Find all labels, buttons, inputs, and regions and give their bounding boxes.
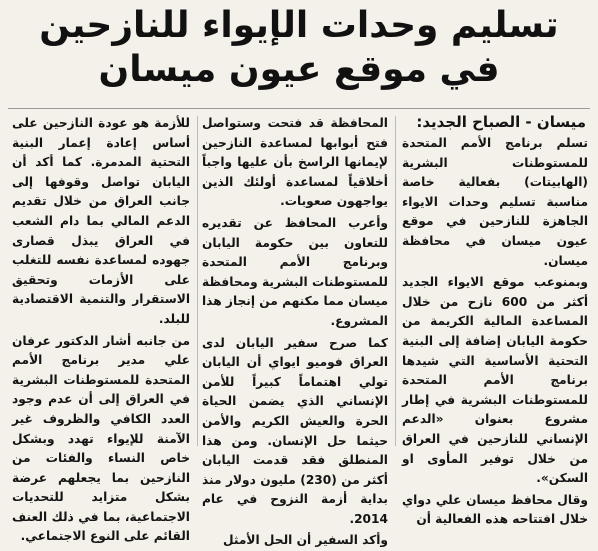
paragraph: وأعرب المحافظ عن تقديره للتعاون بين حكومة اليابان وبرنامج الأمم المتحدة للمستوطنات البشرية ومحافظة ميسان مما مكنهم من إنجاز هذا المشروع. (202, 215, 388, 328)
paragraph: كما صرح سفير اليابان لدى العراق فوميو ايواي أن اليابان تولي اهتماماً كبيراً للأمن الإنساني الذي يضمن الحياة الحرة والعيش الكريم والأمن حيثما حل الإنسان. ومن هذا المنطلق فقد قدمت اليابان أكثر من (230) مليون دولار منذ بداية أزمة النزوح في عام 2014. (202, 335, 388, 526)
paragraph: وقال محافظ ميسان علي دواي خلال افتتاحه هذه الفعالية أن (402, 492, 588, 527)
column-left (12, 114, 190, 544)
headline (0, 4, 598, 92)
paragraph: وأكد السفير أن الحل الأمثل (223, 533, 388, 548)
paragraph: من جانبه أشار الدكتور عرفان علي مدير برنامج الأمم المتحدة للمستوطنات البشرية في العراق إلى أن عدم وجود العدد الكافي والظروف غير الآمنة للإيواء تهدد وبشكل خاص النساء والفئات من النازحين بما يجعلهم عرضة بشكل متزايد للتحديات الاجتماعية، بما في ذلك العنف القائم على النوع الاجتماعي. (12, 333, 190, 544)
paragraph: تسلم برنامج الأمم المتحدة للمستوطنات البشرية (الهابيتات) بفعالية خاصة مناسبة تسليم وحدات الايواء الجاهزة للنازحين في موقع عيون ميسان في محافظة ميسان. (402, 136, 588, 268)
column-middle (202, 114, 388, 548)
column-right (402, 134, 589, 527)
paragraph: للأزمة هو عودة النازحين على أساس إعادة إعمار البنية التحتية المدمرة. كما أكد أن اليابان تواصل وقوفها إلى جانب العراق من خلال تقديم الدعم المالي بما دام الشعب في العراق يبذل قصارى جهوده لمساعدة نفسه للتغلب على الأزمات وتحقيق الاستقرار والتنمية الاقتصادية للبلد. (12, 116, 190, 326)
column-divider (395, 116, 396, 446)
byline: ميسان - الصباح الجديد: (416, 113, 586, 131)
headline-divider (8, 108, 590, 109)
paragraph: المحافظة قد فتحت وستواصل فتح أبوابها لمساعدة النازحين لإيمانها الراسخ بأن عليها واجباً أخلاقياً لمساعدة أولئك الذين يواجهون صعوبات. (202, 116, 388, 209)
headline-line-1: تسليم وحدات الإيواء للنازحين (39, 5, 559, 46)
paragraph: وبمنوعب موقع الايواء الجديد أكثر من 600 نازح من خلال المساعدة المالية الكريمة من حكومة اليابان إضافة إلى البنية التحتية الأساسية التي شيدها برنامج الأمم المتحدة للمستوطنات البشرية في إطار مشروع بعنوان «الدعم الإنساني للنازحين في العراق من خلال توفير المأوى او السكن». (402, 275, 589, 486)
column-divider (197, 116, 198, 446)
headline-line-2: في موقع عيون ميسان (98, 49, 500, 90)
